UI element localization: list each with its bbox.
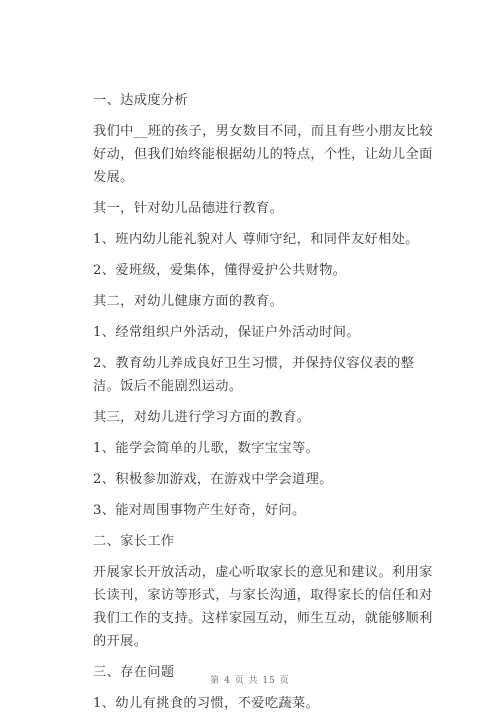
list-item-learning-3: 3、能对周围事物产生好奇，好问。 <box>93 503 306 518</box>
paragraph-class-overview: 我们中__班的孩子，男女数目不同，而且有些小朋友比较好动，但我们始终能根据幼儿的特点，个性，让幼儿全面发展。 <box>93 124 434 185</box>
subheading-learning-education: 其三，对幼儿进行学习方面的教育。 <box>93 410 311 425</box>
page-number-footer: 第 4 页 共 15 页 <box>210 676 290 686</box>
list-item-moral-2: 2、爱班级，爱集体，懂得爱护公共财物。 <box>93 263 347 278</box>
document-body <box>93 89 438 723</box>
list-item-health-1: 1、经常组织户外活动，保证户外活动时间。 <box>93 325 360 340</box>
section-heading-analysis: 一、达成度分析 <box>93 93 189 108</box>
list-item-learning-1: 1、能学会简单的儿歌，数字宝宝等。 <box>93 441 320 456</box>
subheading-health-education: 其二，对幼儿健康方面的教育。 <box>93 294 284 309</box>
list-item-problem-1: 1、幼儿有挑食的习惯，不爱吃蔬菜。 <box>93 696 320 711</box>
list-item-moral-1: 1、班内幼儿能礼貌对人 尊师守纪，和同伴友好相处。 <box>93 232 419 247</box>
list-item-health-2: 2、教育幼儿养成良好卫生习惯，并保持仪容仪表的整洁。饭后不能剧烈运动。 <box>93 356 415 394</box>
list-item-learning-2: 2、积极参加游戏，在游戏中学会道理。 <box>93 472 333 487</box>
subheading-moral-education: 其一，针对幼儿品德进行教育。 <box>93 201 284 216</box>
section-heading-problems: 三、存在问题 <box>93 665 175 680</box>
section-heading-parent-work: 二、家长工作 <box>93 534 175 549</box>
paragraph-parent-work: 开展家长开放活动，虚心听取家长的意见和建议。利用家长读刊，家访等形式，与家长沟通，取得家长的信任和对我们工作的支持。这样家园互动，师生互动，就能够顺利的开展。 <box>93 565 433 649</box>
